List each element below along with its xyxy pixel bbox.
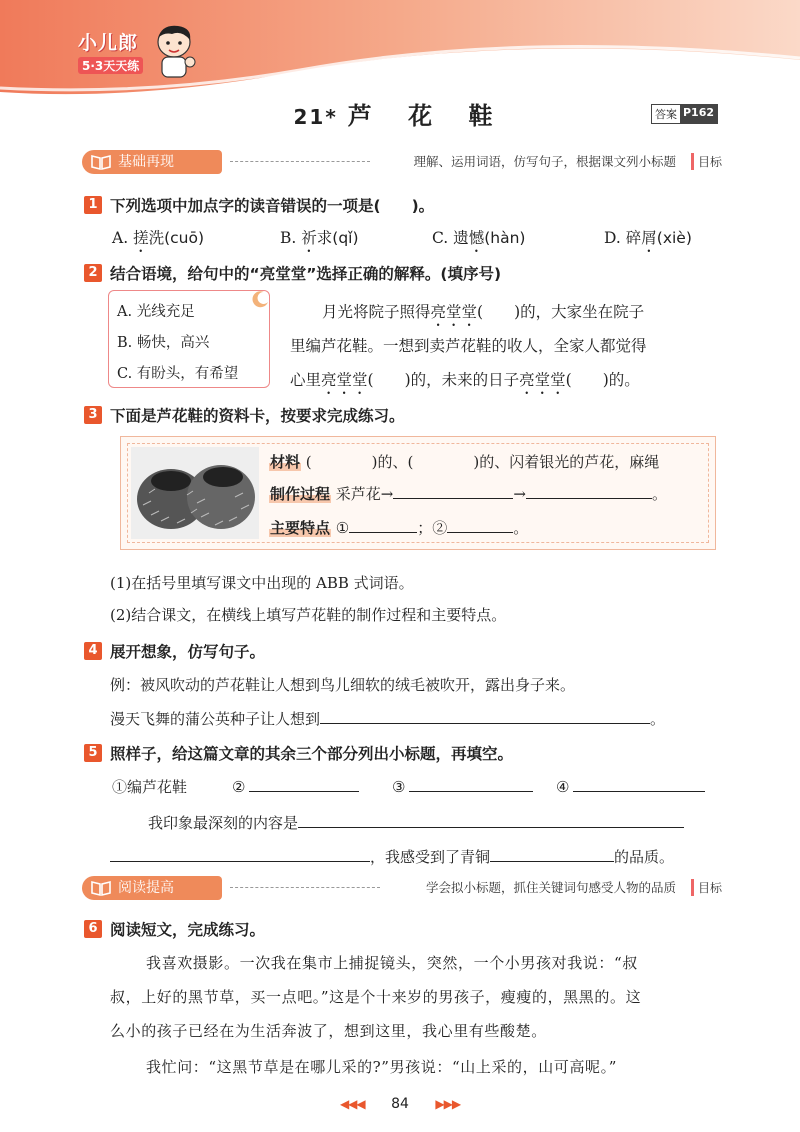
option-text: 洗 [148,229,165,247]
passage-line: 我忙问：“这黑节草是在哪儿采的?”男孩说：“山上采的，山可高呢。” [146,1058,618,1076]
answer-blank[interactable] [393,483,513,499]
dotted-word: 亮堂堂 [430,303,478,321]
q5-item-4 [556,776,705,796]
dotted-char: 祈 [301,229,317,247]
option-pinyin: (hàn) [484,229,526,247]
brand-name: 小儿郎 [78,32,139,54]
feature-label: 主要特点 [270,519,331,537]
passage-text: 月光将院子照得 [322,303,431,321]
question-3-head [84,404,405,426]
page-number: 84 [391,1096,409,1112]
mascot-icon [152,22,198,82]
section-divider [230,887,380,888]
q5-line-1 [148,812,684,833]
book-icon [90,153,112,171]
question-prompt: 照样子，给这篇文章的其余三个部分列出小标题，再填空。 [110,745,514,763]
passage-line: 我喜欢摄影。一次我在集市上捕捉镜头，突然，一个小男孩对我说：“叔 [146,954,638,972]
q2-passage-line-3 [290,368,640,398]
option-text: 遗 [453,229,469,247]
q1-option-a[interactable] [112,226,204,256]
prompt-text: 漫天飞舞的蒲公英种子让人想到 [110,710,321,728]
question-prompt: 结合语境，给句中的“亮堂堂”选择正确的解释。(填序号) [110,265,502,283]
dotted-word: 亮堂堂 [321,371,368,389]
card-process-row [269,483,667,504]
section-pill [82,150,222,174]
answer-blank[interactable] [447,517,513,533]
answer-blank[interactable] [409,776,533,792]
answer-blank[interactable] [320,708,650,724]
q4-answer-line [110,708,665,729]
prompt-text: 的品质。 [614,848,675,866]
reed-shoes-image [131,447,259,539]
prev-arrows-icon[interactable]: ◀◀◀ [339,1097,365,1111]
answer-blank[interactable] [490,846,614,862]
lesson-title: 芦 花 鞋 [347,102,507,130]
dotted-char: 屑 [641,229,657,247]
q5-item-2 [232,776,359,796]
question-1-head [84,194,434,216]
q2-choice-b: B. 畅快，高兴 [117,335,210,351]
q2-choice-c: C. 有盼头，有希望 [117,366,239,382]
prompt-text: 我印象最深刻的内容是 [148,814,299,832]
process-text: 采芦花→ [335,485,394,503]
q5-line-2 [110,846,674,867]
question-prompt: 下面是芦花鞋的资料卡，按要求完成练习。 [110,407,405,425]
next-arrows-icon[interactable]: ▶▶▶ [435,1097,461,1111]
section-divider [230,161,370,162]
option-key: C. [432,229,449,247]
q4-example: 例：被风吹动的芦花鞋让人想到鸟儿细软的绒毛被吹开，露出身子来。 [110,676,576,694]
answer-blank[interactable] [298,812,684,828]
marker: ① [335,519,350,537]
card-material-row [269,451,659,472]
punctuation: 。 [651,485,667,503]
question-4-head [84,640,265,662]
passage-text: ( )的，未来的日子 [367,371,520,389]
marker: ④ [556,778,570,796]
material-label: 材料 [270,453,301,471]
punctuation: 。 [650,710,666,728]
answer-blank[interactable] [349,517,417,533]
question-prompt: 阅读短文，完成练习。 [110,921,266,939]
question-2-head [84,262,501,284]
q2-choice-a: A. 光线充足 [117,304,195,320]
section-header-reading [82,876,722,902]
brand-sub: 5·3天天练 [78,57,143,74]
brand-logo [78,28,143,74]
goal-tag: 目标 [691,879,722,896]
section-goal: 学会拟小标题，抓住关键词句感受人物的品质 [425,880,676,895]
book-icon [90,879,112,897]
section-header-basic [82,150,722,176]
moon-icon [252,290,270,308]
question-prompt: 展开想象，仿写句子。 [110,643,266,661]
answer-page-tag[interactable] [651,104,718,124]
material-text: ( )的、( )的、闪着银光的芦花，麻绳 [305,453,660,471]
question-5-head [84,742,513,764]
question-number: 3 [84,406,102,424]
passage-line: 么小的孩子已经在为生活奔波了，想到这里，我心里有些酸楚。 [110,1022,547,1040]
q1-option-d[interactable] [604,226,692,256]
question-number: 6 [84,920,102,938]
dotted-char: 搓 [133,229,149,247]
dotted-word: 亮堂堂 [519,371,566,389]
section-label: 阅读提高 [118,880,174,896]
passage-text: 心里 [290,371,322,389]
question-number: 4 [84,642,102,660]
option-pinyin: (xiè) [656,229,692,247]
passage-line: 叔，上好的黑节草，买一点吧。”这是个十来岁的男孩子，瘦瘦的，黑黑的。这 [110,988,642,1006]
prompt-text: ，我感受到了青铜 [370,848,491,866]
q5-item-1: ①编芦花鞋 [112,778,188,796]
arrow-icon: → [513,485,526,503]
question-prompt: 下列选项中加点字的读音错误的一项是( )。 [110,197,435,215]
punctuation: 。 [513,519,529,537]
section-label: 基础再现 [118,154,174,170]
marker: ；② [417,519,448,537]
q2-passage-line-1 [322,300,644,330]
process-label: 制作过程 [270,485,331,503]
card-feature-row [269,517,528,538]
q3-sub-1: (1)在括号里填写课文中出现的 ABB 式词语。 [110,574,414,592]
question-number: 2 [84,264,102,282]
q2-choices-box [108,290,270,388]
section-pill [82,876,222,900]
answer-blank[interactable] [526,483,652,499]
answer-blank[interactable] [249,776,359,792]
info-card [120,436,716,550]
section-goal: 理解、运用词语，仿写句子，根据课文列小标题 [413,154,676,169]
q1-option-c[interactable] [432,226,525,256]
goal-tag: 目标 [691,153,722,170]
answer-blank[interactable] [573,776,705,792]
q2-passage-line-2: 里编芦花鞋。一想到卖芦花鞋的收人，全家人都觉得 [290,337,647,355]
q3-sub-2: (2)结合课文，在横线上填写芦花鞋的制作过程和主要特点。 [110,606,507,624]
option-key: B. [280,229,297,247]
passage-text: ( )的。 [565,371,640,389]
question-number: 1 [84,196,102,214]
lesson-number: 21* [293,105,338,129]
option-text: 碎 [625,229,642,247]
option-text: 求 [316,229,333,247]
option-pinyin: (cuō) [164,229,205,247]
question-6-head [84,918,265,940]
marker: ③ [392,778,406,796]
answer-page: P162 [680,105,717,123]
option-key: A. [112,229,129,247]
answer-blank[interactable] [110,846,370,862]
option-key: D. [604,229,621,247]
marker: ② [232,778,246,796]
q1-option-b[interactable] [280,226,359,256]
page-footer [0,1096,800,1112]
option-pinyin: (qǐ) [332,229,359,247]
answer-label: 答案 [655,108,677,121]
passage-text: ( )的，大家坐在院子 [477,303,645,321]
q5-item-3 [392,776,533,796]
question-number: 5 [84,744,102,762]
dotted-char: 憾 [468,229,485,247]
